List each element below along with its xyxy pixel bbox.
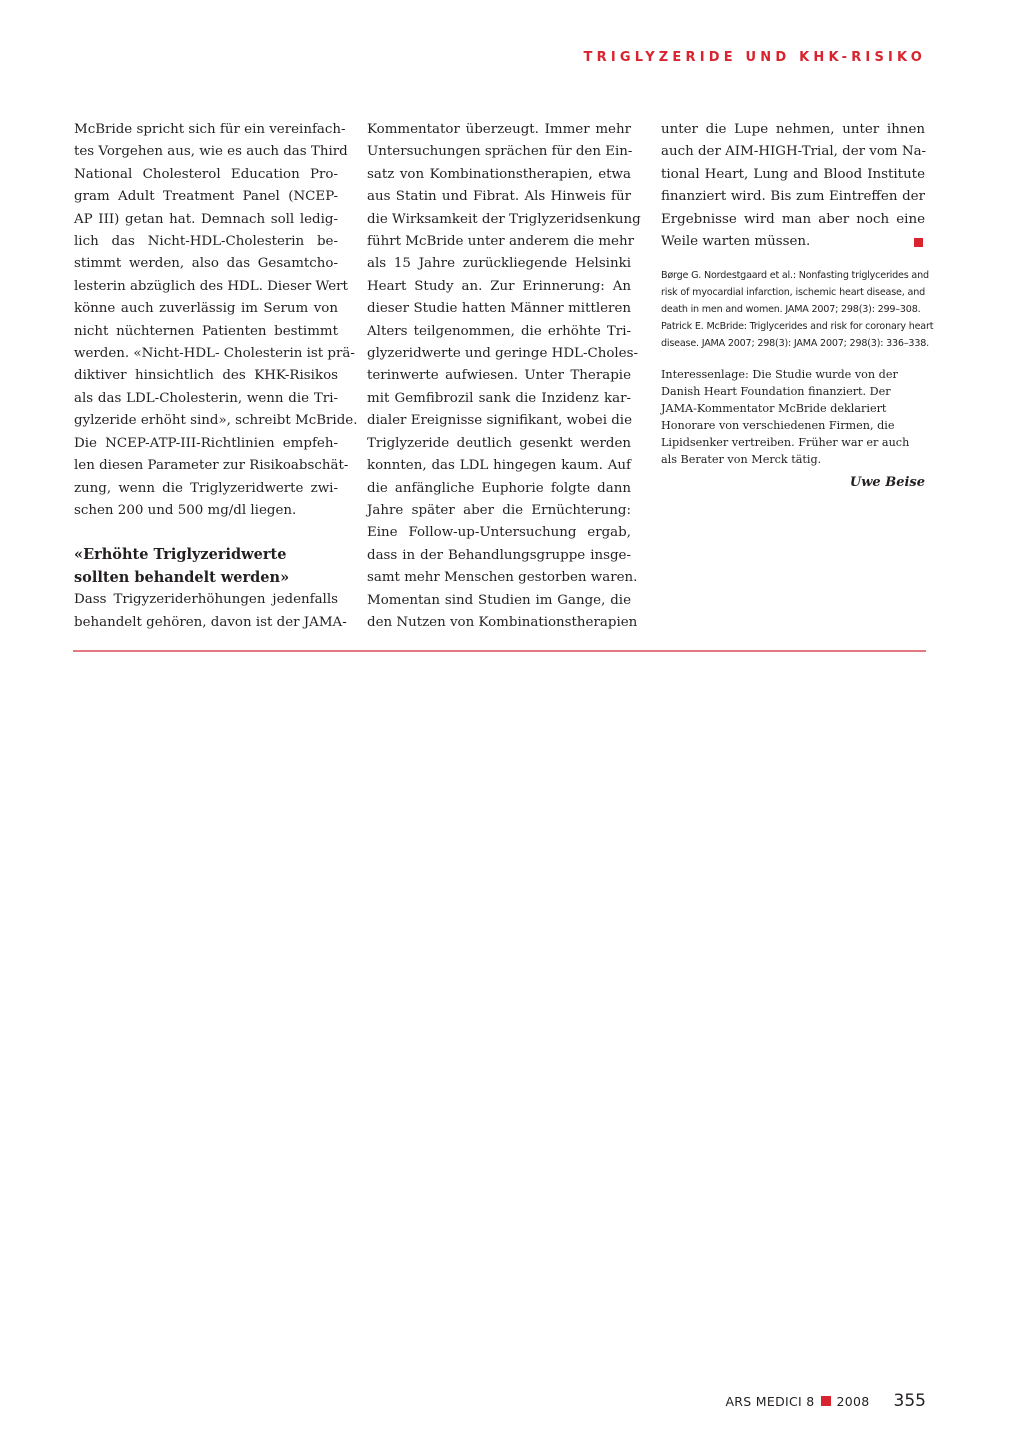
text-line: len diesen Parameter zur Risikoabschät-	[74, 458, 349, 474]
paragraph-conclusion	[661, 119, 925, 253]
text-line: als 15 Jahre zurückliegende Helsinki	[367, 256, 631, 272]
text-line: führt McBride unter anderem die mehr	[367, 234, 635, 250]
reference-line: death in men and women. JAMA 2007; 298(3): 299–308.	[661, 304, 921, 316]
text-line: finanziert wird. Bis zum Eintreffen der	[661, 189, 925, 205]
article-column-3	[661, 119, 934, 495]
paragraph-continued	[367, 119, 641, 634]
text-line: zung, wenn die Triglyzeridwerte zwi-	[74, 480, 338, 496]
text-line-content: Weile warten müssen.	[661, 234, 811, 250]
author-byline: Uwe Beise	[849, 475, 925, 491]
text-line: gylzeride erhöht sind», schreibt McBride.	[74, 413, 358, 429]
reference-line: disease. JAMA 2007; 298(3): JAMA 2007; 298(3): 336–338.	[661, 338, 929, 350]
text-line: Dass Trigyzeriderhöhungen jedenfalls	[74, 592, 338, 608]
text-line	[661, 231, 925, 253]
subheading-line: «Erhöhte Triglyzeridwerte	[74, 546, 287, 564]
text-line: terinwerte aufwiesen. Unter Therapie	[367, 368, 631, 384]
end-of-article-square-icon	[914, 238, 923, 247]
text-line: glyzeridwerte und geringe HDL-Choles-	[367, 346, 639, 362]
conflict-of-interest	[661, 366, 925, 468]
section-subheading	[74, 544, 338, 589]
text-line: McBride spricht sich für ein vereinfach-	[74, 122, 346, 137]
text-line: mit Gemfibrozil sank die Inzidenz kar-	[367, 390, 631, 406]
text-line: die anfängliche Euphorie folgte dann	[367, 480, 631, 496]
disclosure-line: Danish Heart Foundation finanziert. Der	[661, 385, 891, 399]
text-line: auch der AIM-HIGH-Trial, der vom Na-	[661, 144, 927, 160]
text-line: Ergebnisse wird man aber noch eine	[661, 211, 925, 227]
references	[661, 267, 934, 352]
journal-issue: ARS MEDICI 8	[725, 1394, 815, 1409]
text-line: lich das Nicht-HDL-Cholesterin be-	[74, 234, 338, 250]
disclosure-line: Interessenlage: Die Studie wurde von der	[661, 368, 898, 382]
text-line: konnten, das LDL hingegen kaum. Auf	[367, 458, 631, 474]
paragraph-after-subheading	[74, 589, 347, 634]
text-line: Momentan sind Studien im Gange, die	[367, 592, 631, 608]
text-line: behandelt gehören, davon ist der JAMA-	[74, 614, 347, 630]
text-line: dialer Ereignisse signifikant, wobei die	[367, 413, 633, 429]
reference-line: Patrick E. McBride: Triglycerides and risk for coronary heart	[661, 321, 934, 333]
text-line: die Wirksamkeit der Triglyzeridsenkung	[367, 211, 641, 227]
text-line: Kommentator überzeugt. Immer mehr	[367, 122, 631, 137]
text-line: AP III) getan hat. Demnach soll ledig-	[74, 211, 338, 227]
text-line: Alters teilgenommen, die erhöhte Tri-	[367, 323, 631, 339]
text-line: könne auch zuverlässig im Serum von	[74, 301, 338, 317]
text-line: nicht nüchternen Patienten bestimmt	[74, 323, 338, 339]
text-line: satz von Kombinationstherapien, etwa	[367, 166, 631, 182]
text-line: unter die Lupe nehmen, unter ihnen	[661, 122, 925, 137]
separator-square-icon	[821, 1396, 831, 1406]
running-title: TRIGLYZERIDE UND KHK-RISIKO	[583, 50, 926, 65]
text-line: als das LDL-Cholesterin, wenn die Tri-	[74, 390, 338, 406]
disclosure-line: als Berater von Merck tätig.	[661, 453, 822, 467]
article-column-2	[367, 119, 641, 634]
text-line: Jahre später aber die Ernüchterung:	[367, 502, 631, 518]
reference-line: risk of myocardial infarction, ischemic heart disease, and	[661, 287, 925, 299]
text-line: lesterin abzüglich des HDL. Dieser Wert	[74, 278, 348, 294]
subheading-line: sollten behandelt werden»	[74, 568, 290, 586]
journal-year: 2008	[836, 1394, 870, 1409]
text-line: aus Statin und Fibrat. Als Hinweis für	[367, 189, 631, 205]
text-line: diktiver hinsichtlich des KHK-Risikos	[74, 368, 338, 384]
page-number: 355	[893, 1391, 926, 1411]
text-line: dass in der Behandlungsgruppe insge-	[367, 547, 631, 563]
disclosure-line: JAMA-Kommentator McBride deklariert	[661, 402, 887, 416]
text-line: stimmt werden, also das Gesamtcho-	[74, 256, 338, 272]
text-line: Triglyzeride deutlich gesenkt werden	[367, 435, 631, 451]
page-footer	[725, 1391, 926, 1411]
text-line: gram Adult Treatment Panel (NCEP-	[74, 189, 338, 205]
article-end-rule	[73, 650, 926, 652]
disclosure-line: Lipidsenker vertreiben. Früher war er auch	[661, 436, 910, 450]
text-line: Heart Study an. Zur Erinnerung: An	[367, 278, 631, 294]
text-line: schen 200 und 500 mg/dl liegen.	[74, 502, 297, 518]
paragraph-intro	[74, 119, 358, 522]
disclosure-line: Honorare von verschiedenen Firmen, die	[661, 419, 895, 433]
text-line: werden. «Nicht-HDL- Cholesterin ist prä-	[74, 346, 355, 362]
text-line: Eine Follow-up-Untersuchung ergab,	[367, 525, 631, 541]
text-line: Die NCEP-ATP-III-Richtlinien empfeh-	[74, 435, 338, 451]
text-line: National Cholesterol Education Pro-	[74, 166, 338, 182]
reference-line: Børge G. Nordestgaard et al.: Nonfasting triglycerides and	[661, 270, 929, 282]
text-line: samt mehr Menschen gestorben waren.	[367, 570, 638, 586]
text-line: den Nutzen von Kombinationstherapien	[367, 614, 638, 630]
text-line: Untersuchungen sprächen für den Ein-	[367, 144, 633, 160]
text-line: tional Heart, Lung and Blood Institute	[661, 166, 925, 182]
article-column-1	[74, 119, 358, 634]
text-line: dieser Studie hatten Männer mittleren	[367, 301, 631, 317]
text-line: tes Vorgehen aus, wie es auch das Third	[74, 144, 348, 160]
